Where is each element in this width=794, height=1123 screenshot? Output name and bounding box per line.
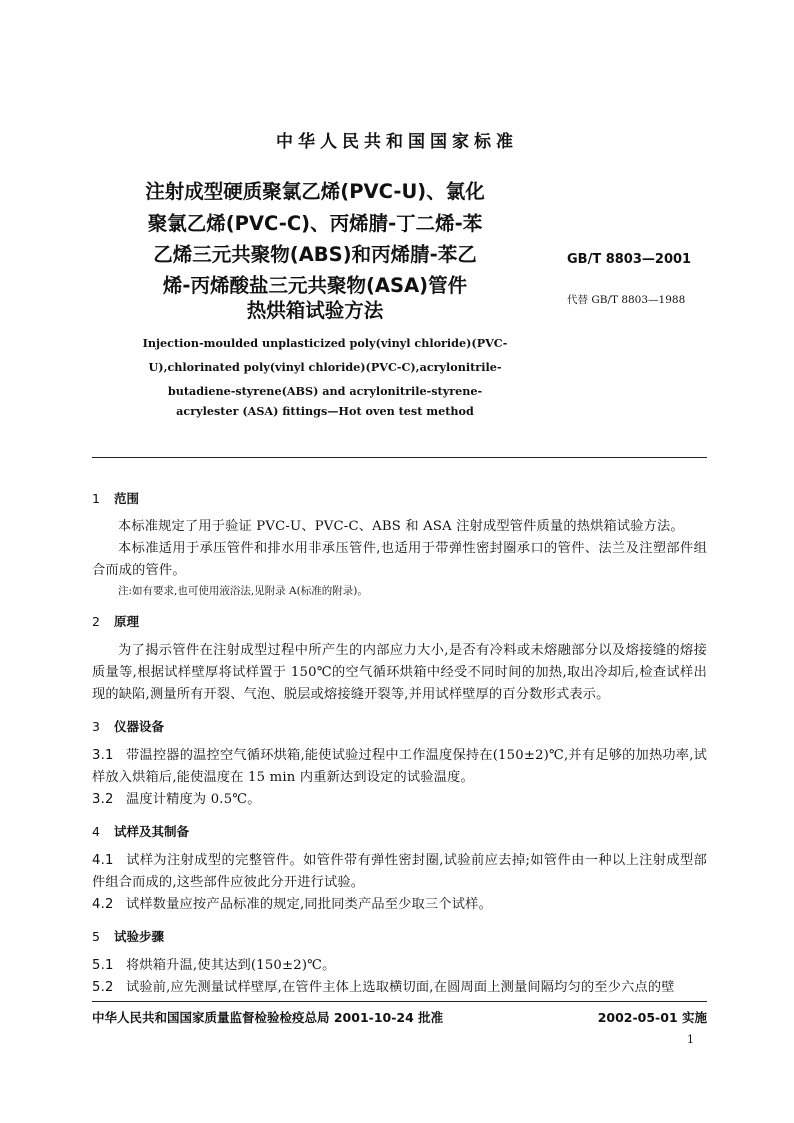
page-number: 1 bbox=[687, 1033, 694, 1046]
section-title: 范围 bbox=[114, 491, 140, 506]
section-title: 试样及其制备 bbox=[114, 824, 190, 839]
section-number: 1 bbox=[92, 491, 100, 506]
section-title: 试验步骤 bbox=[114, 929, 165, 944]
clause-number: 3.2 bbox=[92, 792, 114, 807]
standard-number: GB/T 8803—2001 bbox=[567, 252, 692, 267]
english-title-line-3: butadiene-styrene(ABS) and acrylonitrile-styrene- bbox=[167, 384, 483, 398]
section-number: 4 bbox=[92, 824, 100, 839]
english-title-line-2: U),chlorinated poly(vinyl chloride)(PVC-C),acrylonitrile- bbox=[148, 360, 502, 374]
clause-3-2 bbox=[92, 789, 707, 811]
clause-text: 带温控器的温控空气循环烘箱,能使试验过程中工作温度保持在(150±2)℃,并有足够的加热功率,试样放入烘箱后,能使温度在 15 min 内重新达到设定的试验温度。 bbox=[92, 748, 707, 785]
section-number: 3 bbox=[92, 719, 100, 734]
clause-number: 4.1 bbox=[92, 853, 114, 868]
clause-text: 将烘箱升温,使其达到(150±2)℃。 bbox=[126, 958, 336, 973]
clause-4-1 bbox=[92, 850, 707, 894]
section-2-heading bbox=[92, 612, 139, 630]
clause-number: 5.1 bbox=[92, 958, 114, 973]
english-title-line-4: acrylester (ASA) fittings—Hot oven test method bbox=[176, 404, 474, 418]
approval-statement: 中华人民共和国国家质量监督检验检疫总局 2001-10-24 批准 bbox=[92, 1010, 444, 1025]
title-line-1: 注射成型硬质聚氯乙烯(PVC-U)、氯化 bbox=[145, 180, 485, 203]
clause-5-1 bbox=[92, 955, 707, 977]
clause-4-2 bbox=[92, 894, 707, 916]
replaces-standard: 代替 GB/T 8803—1988 bbox=[567, 294, 686, 306]
section-title: 原理 bbox=[114, 614, 140, 629]
implementation-date: 2002-05-01 实施 bbox=[597, 1010, 707, 1025]
english-title-line-1: Injection-moulded unplasticized poly(vinyl chloride)(PVC- bbox=[142, 336, 508, 350]
clause-text: 试样数量应按产品标准的规定,同批同类产品至少取三个试样。 bbox=[126, 897, 492, 912]
clause-5-2 bbox=[92, 977, 707, 999]
title-line-2: 聚氯乙烯(PVC-C)、丙烯腈-丁二烯-苯 bbox=[147, 212, 483, 235]
clause-number: 5.2 bbox=[92, 980, 114, 995]
issuing-body-header: 中华人民共和国国家标准 bbox=[276, 132, 518, 152]
title-line-3: 乙烯三元共聚物(ABS)和丙烯腈-苯乙 bbox=[153, 243, 477, 266]
clause-3-1 bbox=[92, 745, 707, 789]
section-5-heading bbox=[92, 927, 164, 945]
clause-number: 3.1 bbox=[92, 748, 114, 763]
section-title: 仪器设备 bbox=[114, 719, 165, 734]
section-number: 5 bbox=[92, 929, 100, 944]
footer-divider bbox=[92, 1001, 707, 1002]
clause-text: 温度计精度为 0.5℃。 bbox=[126, 792, 261, 807]
section-4-heading bbox=[92, 822, 189, 840]
section-1-paragraph-2: 本标准适用于承压管件和排水用非承压管件,也适用于带弹性密封圈承口的管件、法兰及注塑部件组合而成的管件。 bbox=[92, 541, 707, 578]
clause-text: 试样为注射成型的完整管件。如管件带有弹性密封圈,试验前应去掉;如管件由一种以上注射成型部件组合而成的,这些部件应彼此分开进行试验。 bbox=[92, 853, 707, 890]
section-1-heading bbox=[92, 489, 139, 507]
section-1-note: 注:如有要求,也可使用液浴法,见附录 A(标准的附录)。 bbox=[118, 585, 368, 597]
title-line-5: 热烘箱试验方法 bbox=[246, 299, 384, 322]
header-divider bbox=[92, 457, 707, 458]
section-2-paragraph-1: 为了揭示管件在注射成型过程中所产生的内部应力大小,是否有冷料或未熔融部分以及熔接缝的熔接质量等,根据试样壁厚将试样置于 150℃的空气循环烘箱中经受不同时间的加热,取出冷却后,检查试样出现的缺陷,测量所有开裂、气泡、脱层或熔接缝开裂等,并用试样壁厚的百分数形式表示。 bbox=[92, 643, 707, 702]
section-number: 2 bbox=[92, 614, 100, 629]
title-line-4: 烯-丙烯酸盐三元共聚物(ASA)管件 bbox=[162, 274, 468, 297]
clause-number: 4.2 bbox=[92, 897, 114, 912]
section-3-heading bbox=[92, 717, 164, 735]
clause-text: 试验前,应先测量试样壁厚,在管件主体上选取横切面,在圆周面上测量间隔均匀的至少六点的壁 bbox=[126, 980, 675, 995]
section-1-paragraph-1: 本标准规定了用于验证 PVC-U、PVC-C、ABS 和 ASA 注射成型管件质量的热烘箱试验方法。 bbox=[118, 519, 684, 534]
